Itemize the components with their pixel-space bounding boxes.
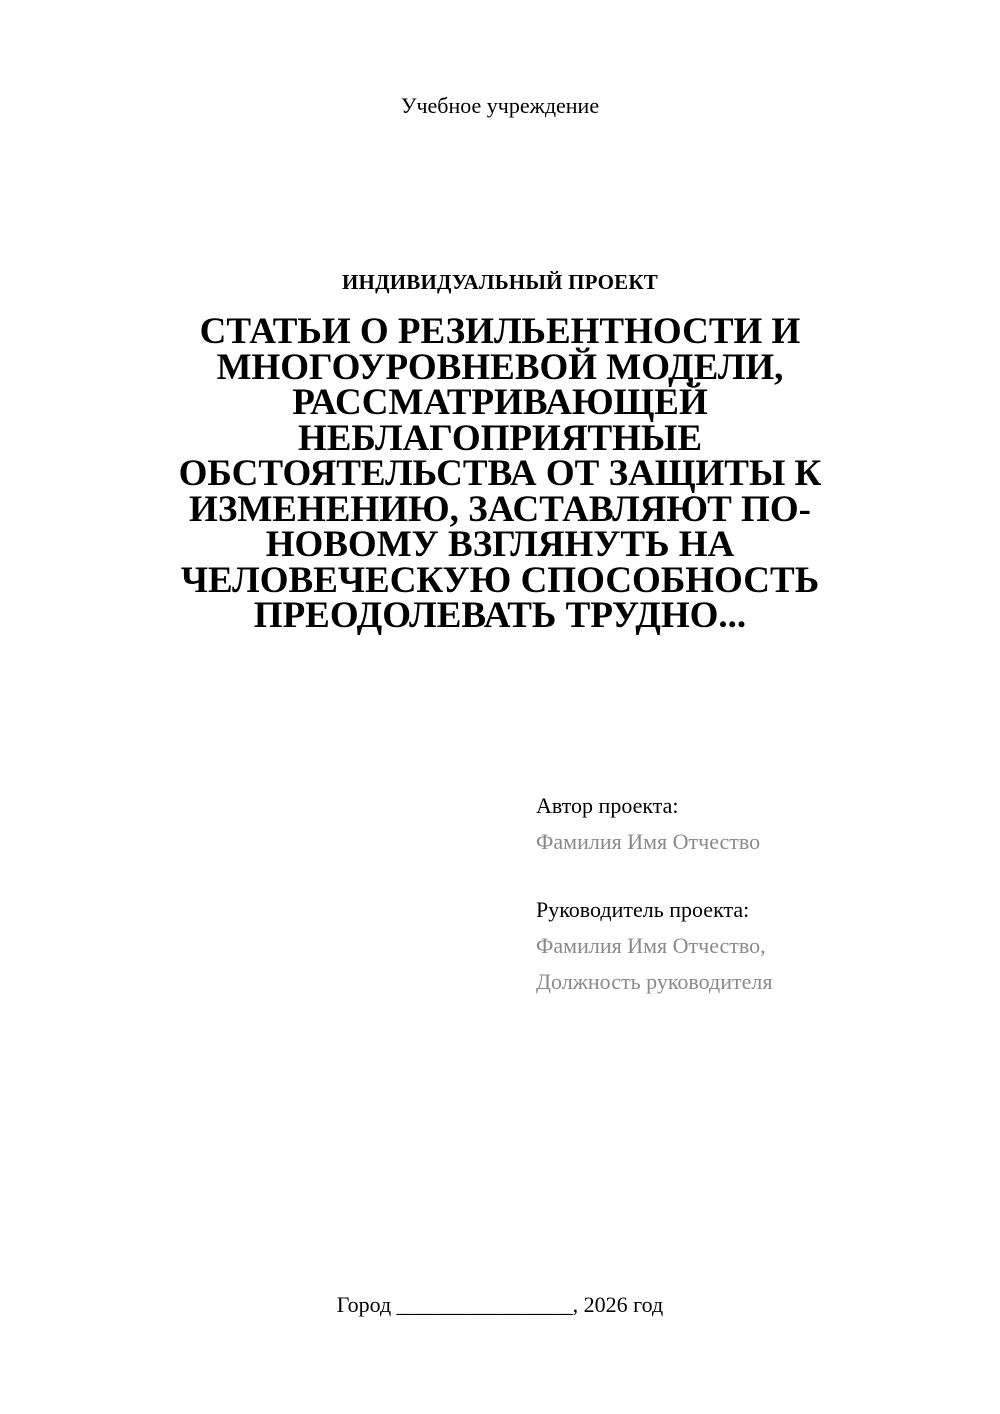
supervisor-block: [536, 892, 976, 1000]
author-name: Фамилия Имя Отчество: [536, 829, 761, 854]
supervisor-position: Должность руководителя: [536, 969, 773, 994]
project-title: СТАТЬИ О РЕЗИЛЬЕНТНОСТИ И МНОГОУРОВНЕВОЙ МОДЕЛИ, РАССМАТРИВАЮЩЕЙ НЕБЛАГОПРИЯТНЫЕ ОБСТОЯТЕЛЬСТВА ОТ ЗАЩИТЫ К ИЗМЕНЕНИЮ, ЗАСТАВЛЯЮТ ПО-НОВОМУ ВЗГЛЯНУТЬ НА ЧЕЛОВЕЧЕСКУЮ СПОСОБНОСТЬ ПРЕОДОЛЕВАТЬ ТРУДНО...: [178, 311, 822, 636]
supervisor-name: Фамилия Имя Отчество,: [536, 933, 766, 958]
supervisor-label: Руководитель проекта:: [536, 897, 750, 922]
author-block: [536, 788, 976, 860]
author-label: Автор проекта:: [536, 793, 679, 818]
project-type-heading: ИНДИВИДУАЛЬНЫЙ ПРОЕКТ: [342, 270, 658, 294]
city-year-line: Город ________________, 2026 год: [336, 1292, 664, 1317]
institution-name: Учебное учреждение: [400, 93, 600, 118]
